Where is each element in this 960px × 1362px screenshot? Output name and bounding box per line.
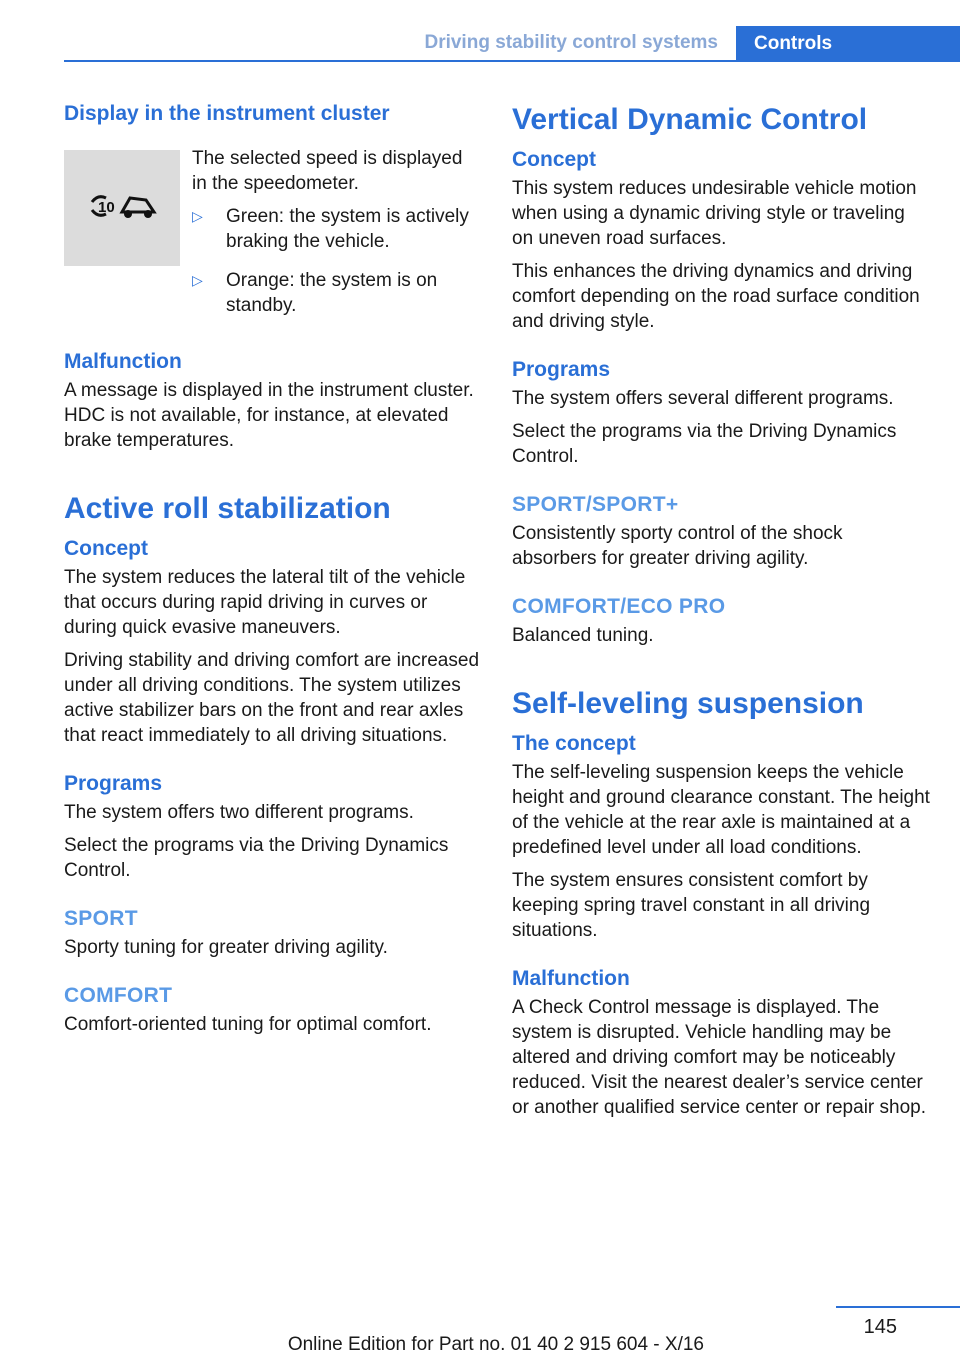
footer-rule <box>836 1306 960 1308</box>
hdc-speed-icon <box>64 150 180 266</box>
page-number: 145 <box>863 1316 897 1338</box>
sls-paragraph-1: The self-leveling suspension keeps the vehicle height and ground clearance constant. The height of the vehicle at the rear axle is maintained at a predefined level under all load conditions. <box>512 762 930 858</box>
sls-malfunction-heading: Malfunction <box>512 967 630 990</box>
self-leveling-heading: Self-leveling suspension <box>512 687 864 720</box>
header-rule <box>64 60 960 62</box>
hdc-speed-value: 10 <box>98 199 115 216</box>
vdc-sport-text: Consistently sporty control of the shock absorbers for greater driving agility. <box>512 523 843 569</box>
vdc-heading: Vertical Dynamic Control <box>512 103 868 136</box>
vdc-concept-paragraph-2: This enhances the driving dynamics and driving comfort depending on the road surface condition and driving style. <box>512 261 920 332</box>
arc-concept-paragraph-2: Driving stability and driving comfort are increased under all driving conditions. The system utilizes active stabilizer bars on the front and rear axles that react immediately to all driving situations. <box>64 650 480 746</box>
page-header <box>64 26 960 62</box>
vdc-sport-heading: SPORT/SPORT+ <box>512 493 679 516</box>
left-column <box>64 100 482 1045</box>
arc-sport-text: Sporty tuning for greater driving agility. <box>64 937 388 958</box>
bullet-triangle-icon: ▷ <box>192 208 203 224</box>
arc-programs-paragraph-1: The system offers two different programs. <box>64 802 414 823</box>
hdc-symbol-icon <box>88 190 158 222</box>
vdc-concept-paragraph-1: This system reduces undesirable vehicle motion when using a dynamic driving style or traveling on uneven road surfaces. <box>512 178 917 249</box>
arc-sport-heading: SPORT <box>64 907 138 930</box>
bullet-text: Green: the system is actively braking the vehicle. <box>226 206 469 252</box>
header-chapter-tab: Controls <box>736 26 960 62</box>
vdc-programs-heading: Programs <box>512 358 611 381</box>
vdc-programs-paragraph-2: Select the programs via the Driving Dynamics Control. <box>512 421 897 467</box>
sls-paragraph-2: The system ensures consistent comfort by keeping spring travel constant in all driving situations. <box>512 870 871 941</box>
arc-comfort-heading: COMFORT <box>64 984 173 1007</box>
sls-malfunction-text: A Check Control message is displayed. The system is disrupted. Vehicle handling may be altered and driving comfort may be noticeably reduced. Visit the nearest dealer’s service center or another qualified service center or repair shop. <box>512 997 927 1118</box>
list-item <box>192 204 482 254</box>
display-intro <box>64 132 482 318</box>
edition-note: Online Edition for Part no. 01 40 2 915 604 - X/16 <box>287 1334 704 1355</box>
malfunction-text: A message is displayed in the instrument cluster. HDC is not available, for instance, at elevated brake temperatures. <box>64 380 474 451</box>
display-heading: Display in the instrument cluster <box>64 102 390 125</box>
sls-concept-heading: The concept <box>512 732 636 755</box>
bullet-triangle-icon: ▷ <box>192 272 203 288</box>
arc-concept-paragraph-1: The system reduces the lateral tilt of the vehicle that occurs during rapid driving in curves or during quick evasive maneuvers. <box>64 567 466 638</box>
bullet-text: Orange: the system is on standby. <box>226 270 438 316</box>
arc-programs-paragraph-2: Select the programs via the Driving Dynamics Control. <box>64 835 449 881</box>
active-roll-heading: Active roll stabilization <box>64 492 391 525</box>
display-intro-text <box>192 132 482 318</box>
malfunction-heading: Malfunction <box>64 350 182 373</box>
arc-programs-heading: Programs <box>64 772 163 795</box>
vdc-comfort-heading: COMFORT/ECO PRO <box>512 595 726 618</box>
vdc-concept-heading: Concept <box>512 148 596 171</box>
vdc-programs-paragraph-1: The system offers several different programs. <box>512 388 894 409</box>
arc-concept-heading: Concept <box>64 537 148 560</box>
list-item <box>192 268 482 318</box>
arc-comfort-text: Comfort-oriented tuning for optimal comfort. <box>64 1014 432 1035</box>
right-column <box>512 100 930 1128</box>
header-section-title: Driving stability control systems <box>424 32 718 53</box>
display-intro-paragraph: The selected speed is displayed in the speedometer. <box>192 148 463 194</box>
vdc-comfort-text: Balanced tuning. <box>512 625 654 646</box>
